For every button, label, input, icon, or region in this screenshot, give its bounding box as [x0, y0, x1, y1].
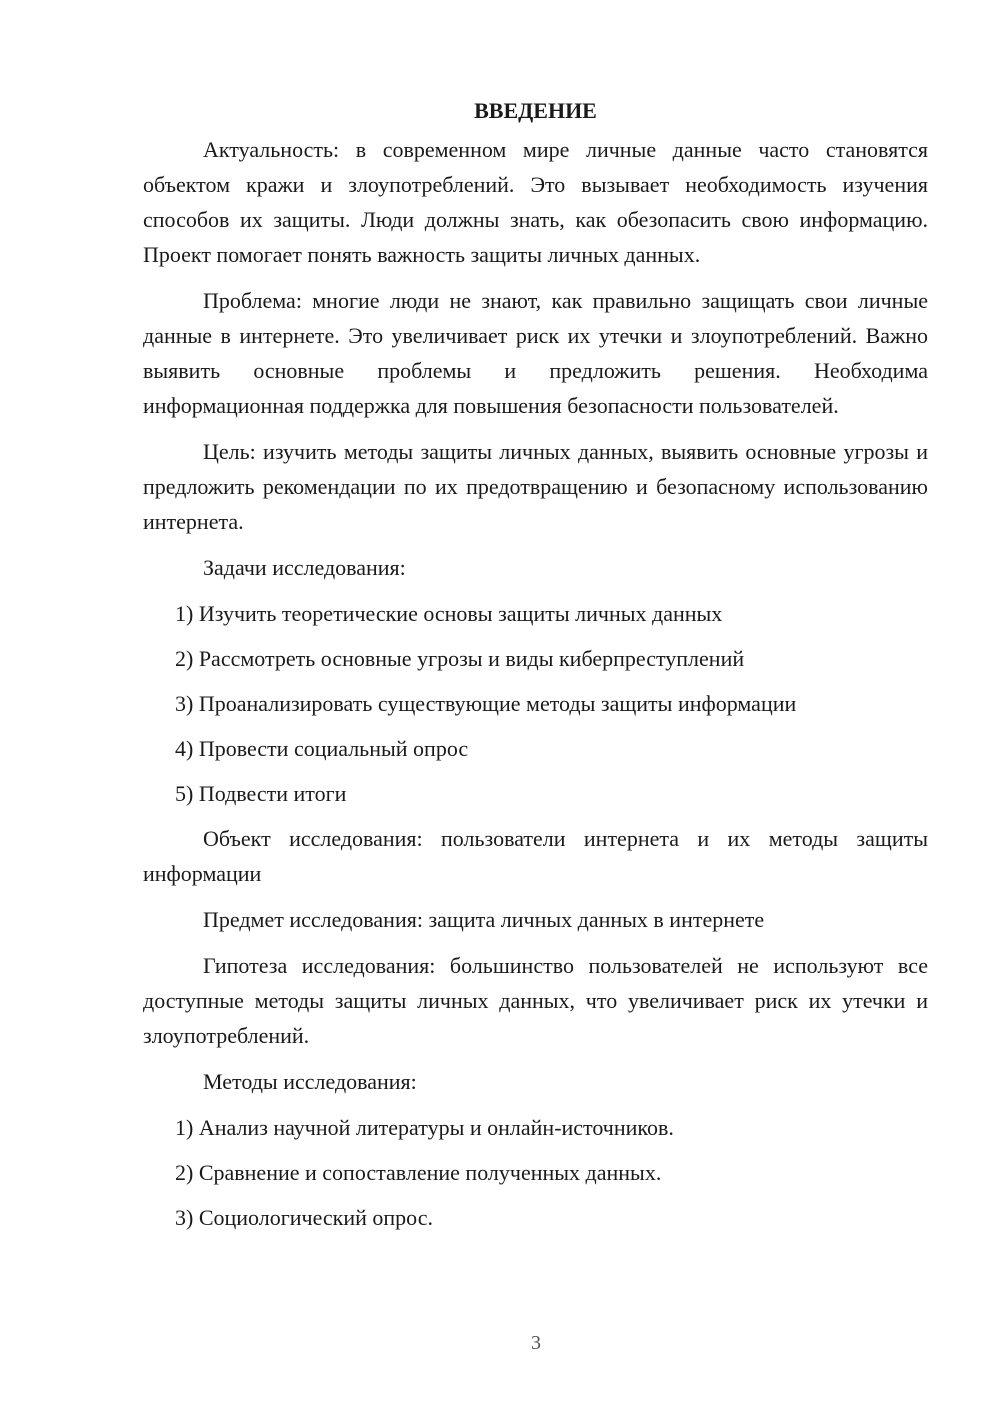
page-title: ВВЕДЕНИЕ	[474, 98, 597, 123]
goal-paragraph: Цель: изучить методы защиты личных данных, выявить основные угрозы и предложить рекомендации по их предотвращению и безопасному использованию интернета.	[143, 439, 928, 534]
methods-list	[143, 1110, 928, 1235]
method-item: 3) Социологический опрос.	[175, 1205, 433, 1230]
methods-heading: Методы исследования:	[203, 1069, 417, 1094]
tasks-heading: Задачи исследования:	[203, 555, 406, 580]
method-item: 2) Сравнение и сопоставление полученных данных.	[175, 1160, 662, 1185]
page-content	[143, 93, 928, 1245]
problem-paragraph: Проблема: многие люди не знают, как правильно защищать свои личные данные в интернете. Это увеличивает риск их утечки и злоупотреблений. Важно выявить основные проблемы и предложить решения. Необходима информационная поддержка для повышения безопасности пользователей.	[143, 288, 928, 418]
task-item: 4) Провести социальный опрос	[175, 736, 469, 761]
task-item: 5) Подвести итоги	[175, 781, 347, 806]
method-item: 1) Анализ научной литературы и онлайн-источников.	[175, 1115, 674, 1140]
hypothesis-paragraph: Гипотеза исследования: большинство пользователей не используют все доступные методы защиты личных данных, что увеличивает риск их утечки и злоупотреблений.	[143, 953, 928, 1048]
page-number: 3	[531, 1332, 541, 1354]
object-paragraph: Объект исследования: пользователи интернета и их методы защиты информации	[143, 826, 928, 886]
subject-paragraph: Предмет исследования: защита личных данных в интернете	[203, 907, 765, 932]
task-item: 2) Рассмотреть основные угрозы и виды киберпреступлений	[175, 646, 745, 671]
task-item: 1) Изучить теоретические основы защиты личных данных	[175, 601, 723, 626]
tasks-list	[143, 596, 928, 811]
task-item: 3) Проанализировать существующие методы защиты информации	[175, 691, 797, 716]
relevance-paragraph: Актуальность: в современном мире личные данные часто становятся объектом кражи и злоупотреблений. Это вызывает необходимость изучения способов их защиты. Люди должны знать, как обезопасить свою информацию. Проект помогает понять важность защиты личных данных.	[143, 137, 928, 267]
